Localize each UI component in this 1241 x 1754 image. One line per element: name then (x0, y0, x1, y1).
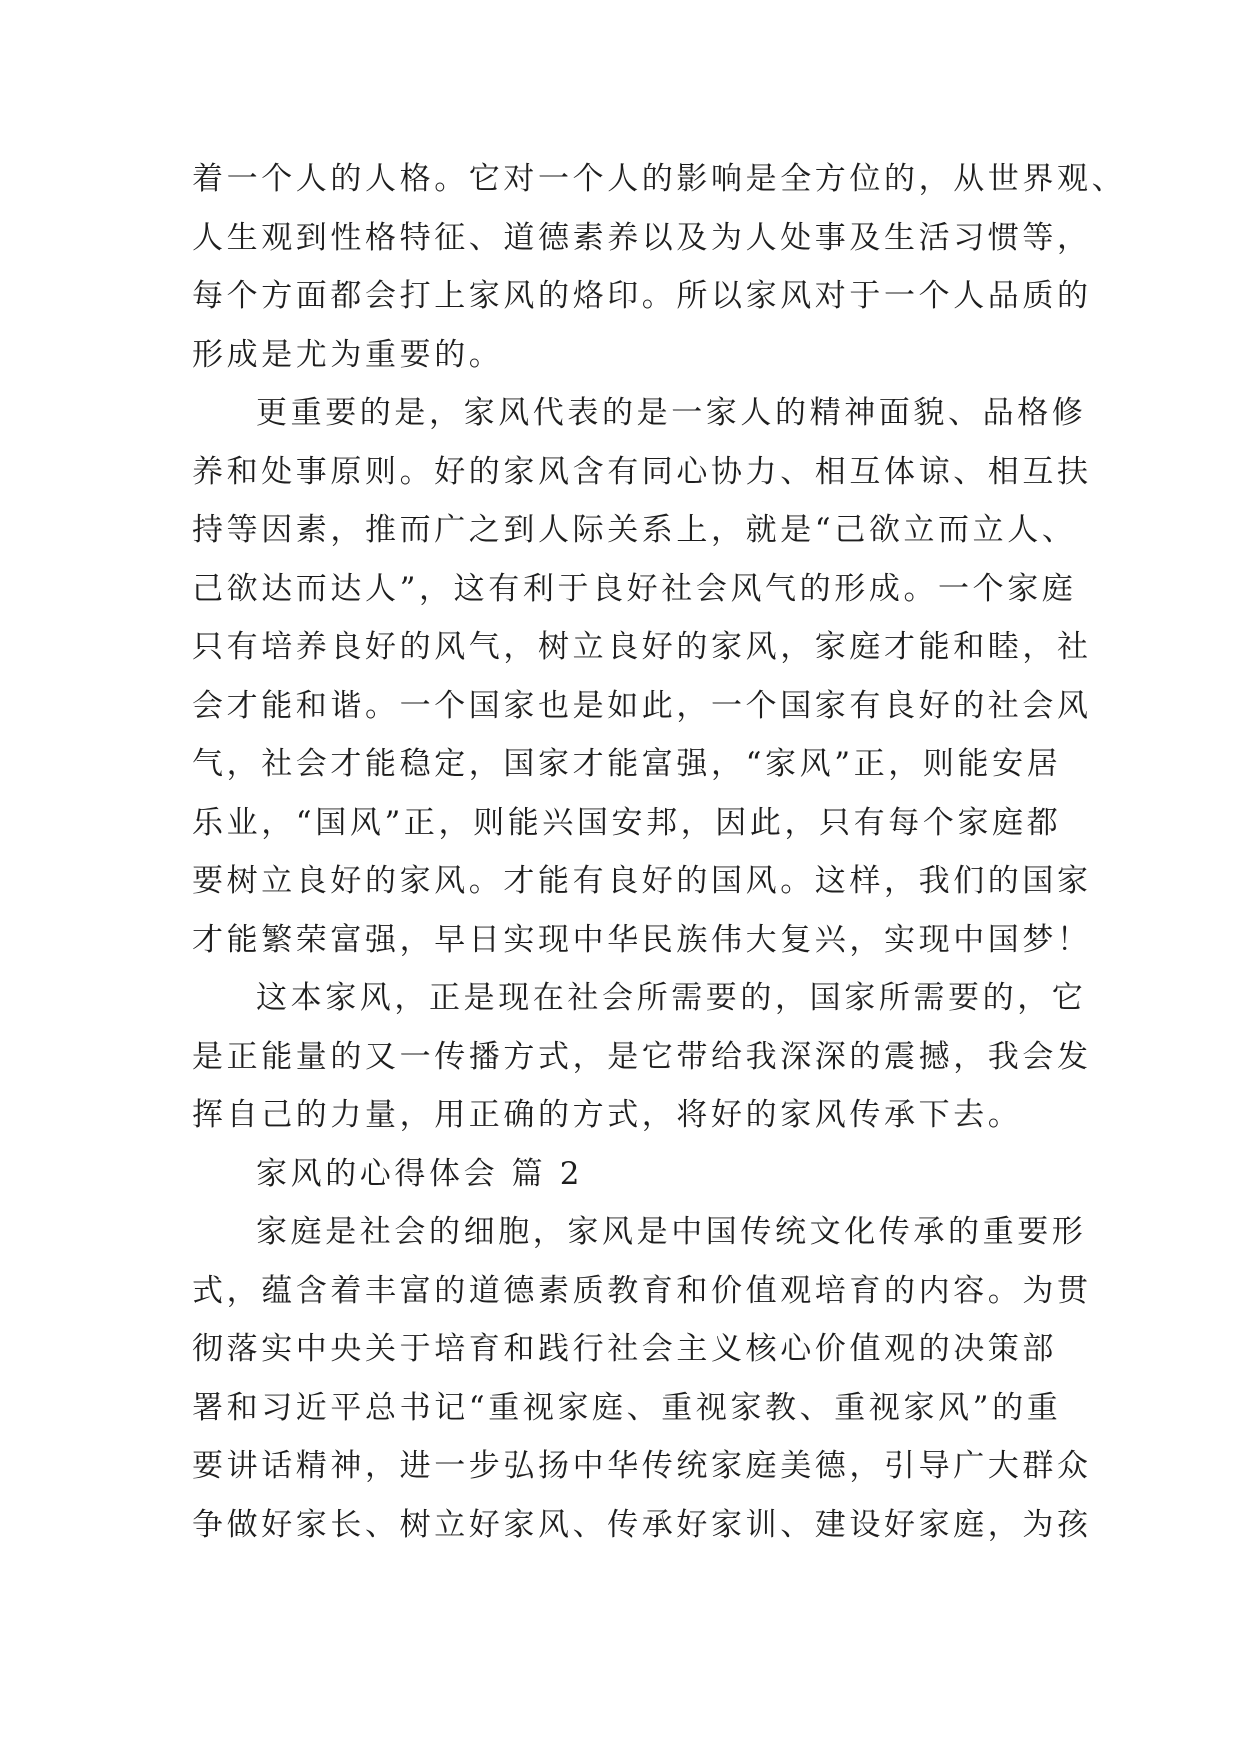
text-line: 更重要的是，家风代表的是一家人的精神面貌、品格修 (256, 395, 1087, 431)
text-line: 是正能量的又一传播方式，是它带给我深深的震撼，我会发 (192, 1038, 1092, 1075)
document-body (192, 150, 1127, 1554)
text-line: 形成是尤为重要的。 (192, 336, 504, 373)
text-line: 要树立良好的家风。才能有良好的国风。这样，我们的国家 (192, 863, 1092, 899)
text-line: 会才能和谐。一个国家也是如此，一个国家有良好的社会风 (192, 687, 1092, 724)
text-line: 争做好家长、树立好家风、传承好家训、建设好家庭，为孩 (192, 1506, 1092, 1543)
text-line: 持等因素，推而广之到人际关系上，就是“己欲立而立人、 (192, 512, 1077, 548)
text-line: 人生观到性格特征、道德素养以及为人处事及生活习惯等， (192, 219, 1092, 256)
text-line: 这本家风，正是现在社会所需要的，国家所需要的，它 (256, 980, 1087, 1016)
text-line: 每个方面都会打上家风的烙印。所以家风对于一个人品质的 (192, 278, 1092, 314)
text-line: 着一个人的人格。它对一个人的影响是全方位的，从世界观、 (192, 161, 1127, 197)
text-line: 彻落实中央关于培育和践行社会主义核心价值观的决策部 (192, 1331, 1057, 1367)
text-line: 才能繁荣富强，早日实现中华民族伟大复兴，实现中国梦！ (192, 921, 1092, 958)
text-line: 挥自己的力量，用正确的方式，将好的家风传承下去。 (192, 1097, 1023, 1133)
text-line: 式，蕴含着丰富的道德素质教育和价值观培育的内容。为贯 (192, 1272, 1092, 1309)
text-line: 气，社会才能稳定，国家才能富强，“家风”正，则能安居 (192, 746, 1062, 782)
text-line: 己欲达而达人”，这有利于良好社会风气的形成。一个家庭 (192, 570, 1077, 607)
text-line: 要讲话精神，进一步弘扬中华传统家庭美德，引导广大群众 (192, 1448, 1092, 1484)
text-line: 家风的心得体会 篇 2 (256, 1155, 584, 1192)
text-line: 养和处事原则。好的家风含有同心协力、相互体谅、相互扶 (192, 453, 1092, 490)
text-line: 署和习近平总书记“重视家庭、重视家教、重视家风”的重 (192, 1389, 1062, 1426)
text-line: 家庭是社会的细胞，家风是中国传统文化传承的重要形 (256, 1214, 1087, 1250)
text-line: 只有培养良好的风气，树立良好的家风，家庭才能和睦，社 (192, 629, 1092, 665)
text-line: 乐业，“国风”正，则能兴国安邦，因此，只有每个家庭都 (192, 804, 1062, 841)
